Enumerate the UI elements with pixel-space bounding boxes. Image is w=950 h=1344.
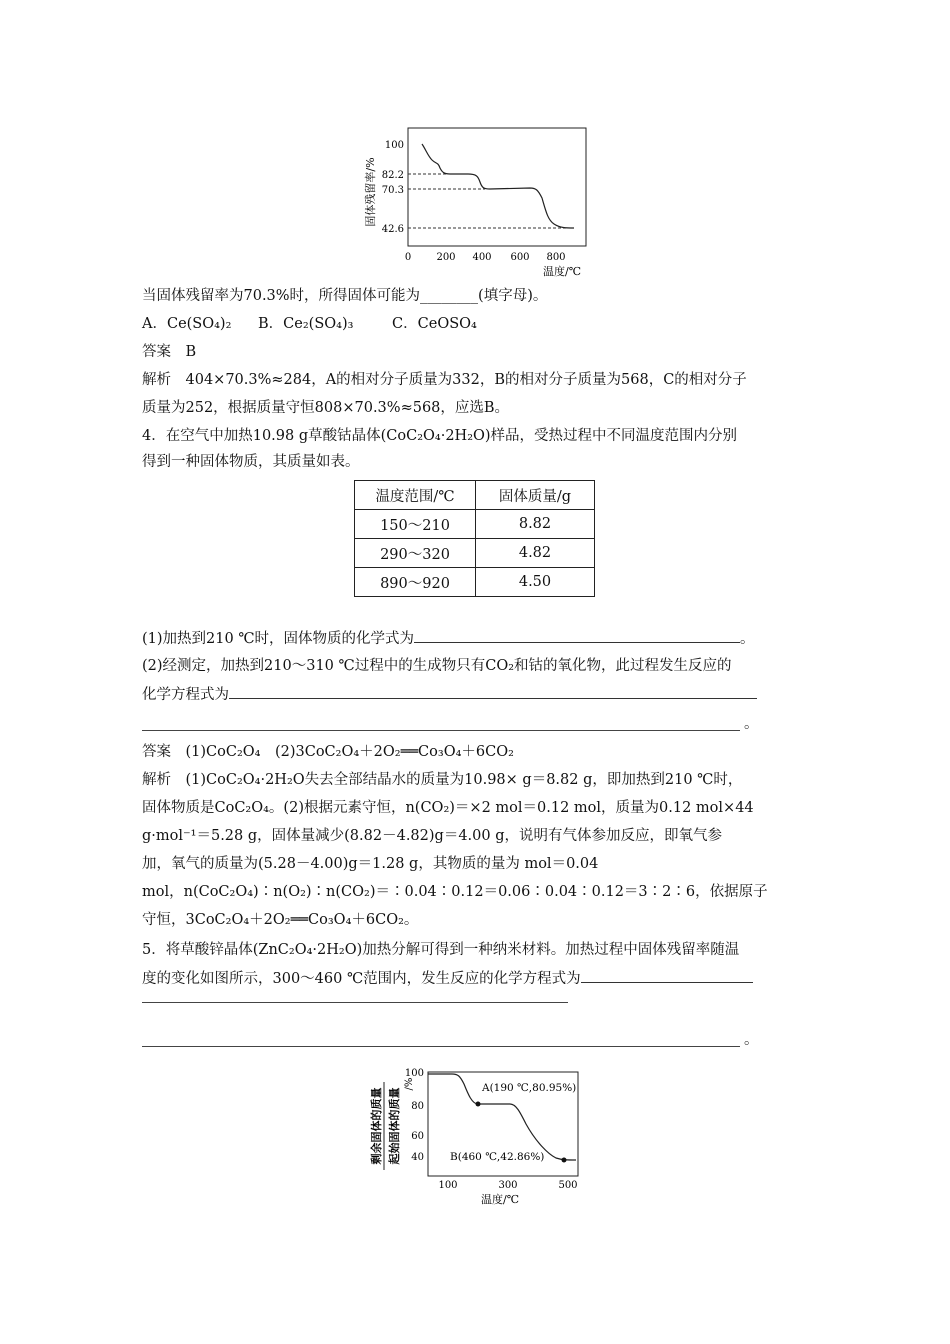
q4-analysis-line5: mol，n(CoC₂O₄)∶n(O₂)∶n(CO₂)＝∶0.04∶0.12＝0.06∶0.04∶0.12＝3∶2∶6，依据原子 (142, 884, 768, 900)
chart2-ytick-80: 80 (411, 1101, 424, 1112)
q4-sub2-period: 。 (744, 716, 759, 732)
chart2-ylabel-bottom: 起始固体的质量 (388, 1087, 401, 1165)
chart2-ytick-40: 40 (411, 1152, 424, 1163)
table-cell: 4.50 (476, 568, 595, 597)
chart1-ytick-100: 100 (384, 140, 404, 151)
table-cell: 890～920 (355, 568, 476, 597)
chart2-xtick-100: 100 (438, 1180, 458, 1191)
q4-sub1 (142, 628, 755, 649)
chart2-xtick-500: 500 (558, 1180, 578, 1191)
chart2-ylabel-unit: /% (404, 1077, 415, 1091)
q5-blank-1[interactable] (581, 968, 753, 983)
q3-option-a: A．Ce(SO₄)₂ (142, 316, 232, 332)
chart1-ytick-70: 70.3 (381, 185, 404, 196)
table-cell: 4.82 (476, 539, 595, 568)
table-header-temp: 温度范围/℃ (355, 481, 476, 510)
residue-chart-zn (360, 1062, 590, 1210)
q4-analysis-line1: 解析 (1)CoC₂O₄·2H₂O失去全部结晶水的质量为10.98× g＝8.82 g，即加热到210 ℃时， (142, 772, 743, 788)
q3-analysis-line2: 质量为252，根据质量守恒808×70.3%≈568，应选B。 (142, 400, 510, 416)
table-cell: 150～210 (355, 510, 476, 539)
q4-analysis-line6: 守恒，3CoC₂O₄＋2O₂══Co₃O₄＋6CO₂。 (142, 912, 419, 928)
q4-sub2-line2 (142, 684, 757, 705)
chart1-ytick-42: 42.6 (381, 224, 404, 235)
q5-stem-line1: 5．将草酸锌晶体(ZnC₂O₄·2H₂O)加热分解可得到一种纳米材料。加热过程中固体残留率随温 (142, 942, 740, 958)
chart2-point-b (562, 1158, 567, 1163)
q4-sub2-blank-2[interactable] (142, 730, 740, 731)
chart2-xlabel: 温度/℃ (480, 1193, 520, 1206)
residue-chart-ce (360, 120, 600, 280)
q4-sub1-text: (1)加热到210 ℃时，固体物质的化学式为 (142, 631, 415, 647)
table-row (355, 568, 595, 597)
q3-option-b: B．Ce₂(SO₄)₃ (258, 316, 354, 332)
table-cell: 8.82 (476, 510, 595, 539)
q3-analysis-line1: 解析 404×70.3%≈284，A的相对分子质量为332，B的相对分子质量为568，C的相对分子 (142, 372, 747, 388)
chart1-xtick-400: 400 (472, 252, 492, 263)
q4-sub1-period: 。 (740, 631, 755, 647)
q4-analysis-line2: 固体物质是CoC₂O₄。(2)根据元素守恒，n(CO₂)＝×2 mol＝0.12 mol，质量为0.12 mol×44 (142, 800, 754, 816)
chart1-xtick-0: 0 (404, 252, 412, 263)
q4-analysis-line4: 加，氧气的质量为(5.28－4.00)g＝1.28 g，其物质的量为 mol＝0.04 (142, 856, 599, 872)
chart2-xtick-300: 300 (498, 1180, 518, 1191)
chart2-point-a (476, 1102, 481, 1107)
q3-options (142, 314, 477, 334)
q3-option-c: C．CeOSO₄ (392, 316, 477, 332)
chart1-xtick-800: 800 (546, 252, 566, 263)
q4-stem-line1: 4．在空气中加热10.98 g草酸钴晶体(CoC₂O₄·2H₂O)样品，受热过程中不同温度范围内分别 (142, 428, 738, 444)
chart1-ytick-82: 82.2 (381, 170, 404, 181)
chart1-xtick-200: 200 (436, 252, 456, 263)
q3-answer: 答案 B (142, 344, 197, 360)
q4-mass-table (354, 480, 595, 597)
chart2-point-b-label: B(460 ℃,42.86%) (450, 1151, 545, 1163)
q4-stem-line2: 得到一种固体物质，其质量如表。 (142, 454, 360, 470)
table-row (355, 539, 595, 568)
table-header-mass: 固体质量/g (476, 481, 595, 510)
q5-blank-2[interactable] (142, 1002, 568, 1003)
chart1-curve (422, 144, 574, 228)
q4-sub1-blank[interactable] (414, 628, 740, 643)
table-row (355, 510, 595, 539)
q3-question: 当固体残留率为70.3%时，所得固体可能为________(填字母)。 (142, 288, 548, 304)
q4-sub2-text: 化学方程式为 (142, 687, 229, 703)
table-header-row (355, 481, 595, 510)
q4-sub2-line1: (2)经测定，加热到210～310 ℃过程中的生成物只有CO₂和钴的氧化物，此过程发生反应的 (142, 658, 732, 674)
chart1-ylabel: 固体残留率/% (364, 157, 377, 227)
q5-period: 。 (744, 1032, 759, 1048)
chart2-ytick-100: 100 (404, 1068, 424, 1079)
q5-stem-text: 度的变化如图所示，300～460 ℃范围内，发生反应的化学方程式为 (142, 971, 581, 987)
chart1-xlabel: 温度/℃ (542, 265, 582, 278)
chart2-ylabel-top: 剩余固体的质量 (370, 1087, 383, 1165)
q4-analysis-line3: g·mol⁻¹＝5.28 g，固体量减少(8.82－4.82)g＝4.00 g，说明有气体参加反应，即氧气参 (142, 828, 722, 844)
chart2-point-a-label: A(190 ℃,80.95%) (482, 1082, 577, 1094)
q4-answer: 答案 (1)CoC₂O₄ (2)3CoC₂O₄＋2O₂══Co₃O₄＋6CO₂ (142, 744, 514, 760)
q4-sub2-blank-1[interactable] (229, 684, 757, 699)
q5-blank-3[interactable] (142, 1046, 740, 1047)
chart1-xtick-600: 600 (510, 252, 530, 263)
chart2-ytick-60: 60 (411, 1131, 424, 1142)
q5-stem-line2 (142, 968, 753, 989)
table-cell: 290～320 (355, 539, 476, 568)
